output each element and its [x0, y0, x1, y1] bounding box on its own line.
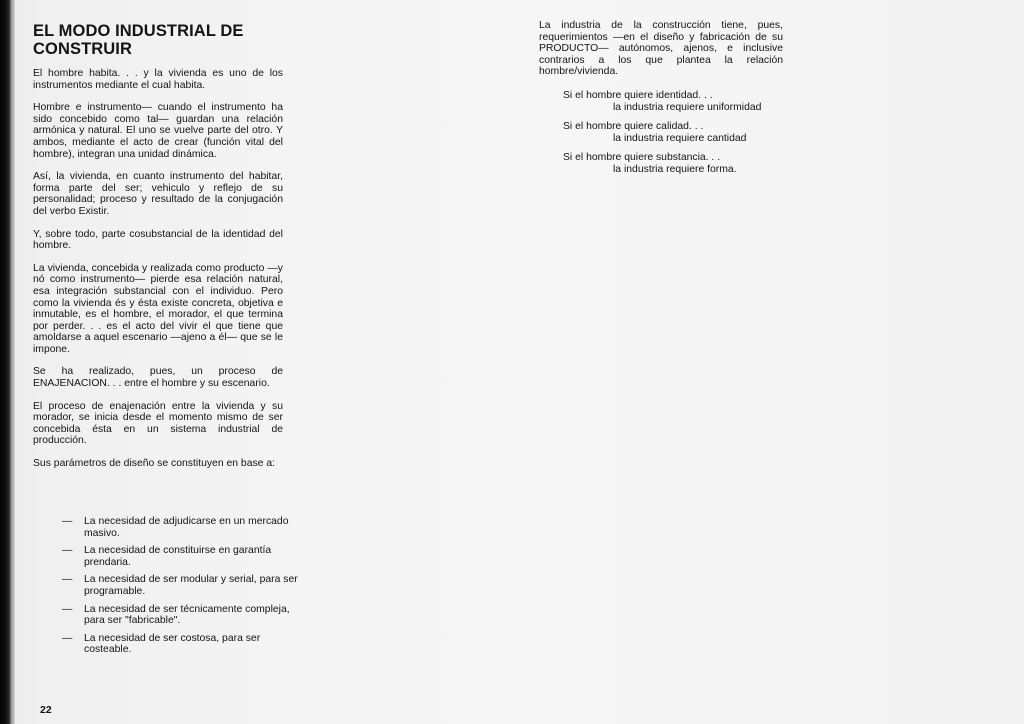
title-line-2: CONSTRUIR	[33, 40, 132, 58]
list-item	[62, 574, 302, 597]
list-item	[62, 516, 302, 539]
paragraph: El proceso de enajenación entre la vivienda y su morador, se inicia desde el momento mismo de ser concebida ésta en un sistema industrial de producción.	[33, 400, 283, 447]
list-item-text: La necesidad de ser modular y serial, para ser programable.	[84, 574, 298, 597]
stanza-line-2: la industria requiere forma.	[613, 163, 737, 175]
dash-bullet: —	[62, 516, 73, 527]
title-line-1: EL MODO INDUSTRIAL DE	[33, 22, 244, 40]
list-item	[62, 633, 302, 656]
stanza	[563, 121, 783, 144]
stanza-line-1: Si el hombre quiere calidad. . .	[563, 121, 704, 133]
page-number: 22	[40, 704, 52, 716]
stanza-line-2: la industria requiere cantidad	[613, 132, 747, 144]
stanza-line-2: la industria requiere uniformidad	[613, 101, 762, 113]
requirements-list	[62, 516, 302, 662]
stanza-line-1: Si el hombre quiere identidad. . .	[563, 89, 713, 101]
stanza	[563, 90, 783, 113]
right-page-column	[539, 20, 783, 184]
paragraph: Se ha realizado, pues, un proceso de ENAJENACION. . . entre el hombre y su escenario.	[33, 366, 283, 390]
paragraph: La vivienda, concebida y realizada como producto —y nó como instrumento— pierde esa relación natural, esa integración substancial con el individuo. Pero como la vivienda és y ésta existe concreta, objetiva e inmutable, es el hombre, el morador, el que termina por perder. . . es el acto del vivir el que tiene que amoldarse a aquel escenario —ajeno a él— que se le impone.	[33, 262, 283, 355]
dash-bullet: —	[62, 545, 73, 557]
paragraph: Así, la vivienda, en cuanto instrumento del habitar, forma parte del ser; vehiculo y reflejo de su personalidad; proceso y resultado de la conjugación del verbo Existir.	[33, 171, 283, 217]
paragraph: El hombre habita. . . y la vivienda es uno de los instrumentos mediante el cual habita.	[33, 68, 283, 91]
paragraph: Sus parámetros de diseño se constituyen en base a:	[33, 458, 276, 470]
page-title	[33, 22, 283, 58]
dash-bullet: —	[62, 574, 73, 586]
stanza-line-1: Si el hombre quiere substancia. . .	[563, 152, 721, 164]
paragraph: Y, sobre todo, parte cosubstancial de la identidad del hombre.	[33, 228, 283, 252]
list-item-text: La necesidad de adjudicarse en un mercado masivo.	[84, 516, 289, 539]
list-item-text: La necesidad de ser costosa, para ser costeable.	[84, 632, 261, 656]
dash-bullet: —	[62, 632, 73, 644]
list-item	[62, 545, 302, 568]
paragraph: La industria de la construcción tiene, pues, requerimientos —en el diseño y fabricación de su PRODUCTO— autónomos, ajenos, e inclusive contrarios a los que plantea la relación hombre/vivienda.	[539, 20, 783, 78]
stanza	[563, 152, 783, 175]
book-binding-shadow	[0, 0, 12, 724]
list-item-text: La necesidad de constituirse en garantía prendaria.	[84, 545, 272, 568]
left-page-column	[33, 22, 283, 481]
dash-bullet: —	[62, 603, 73, 615]
page-edge	[12, 0, 15, 724]
list-item	[62, 604, 302, 627]
paragraph: Hombre e instrumento— cuando el instrumento ha sido concebido como tal— guardan una relación armónica y natural. El uno se vuelve parte del otro. Y ambos, mediante el acto de crear (función vital del hombre), integran una unidad dinámica.	[33, 102, 283, 160]
list-item-text: La necesidad de ser técnicamente compleja, para ser "fabricable".	[84, 603, 290, 627]
